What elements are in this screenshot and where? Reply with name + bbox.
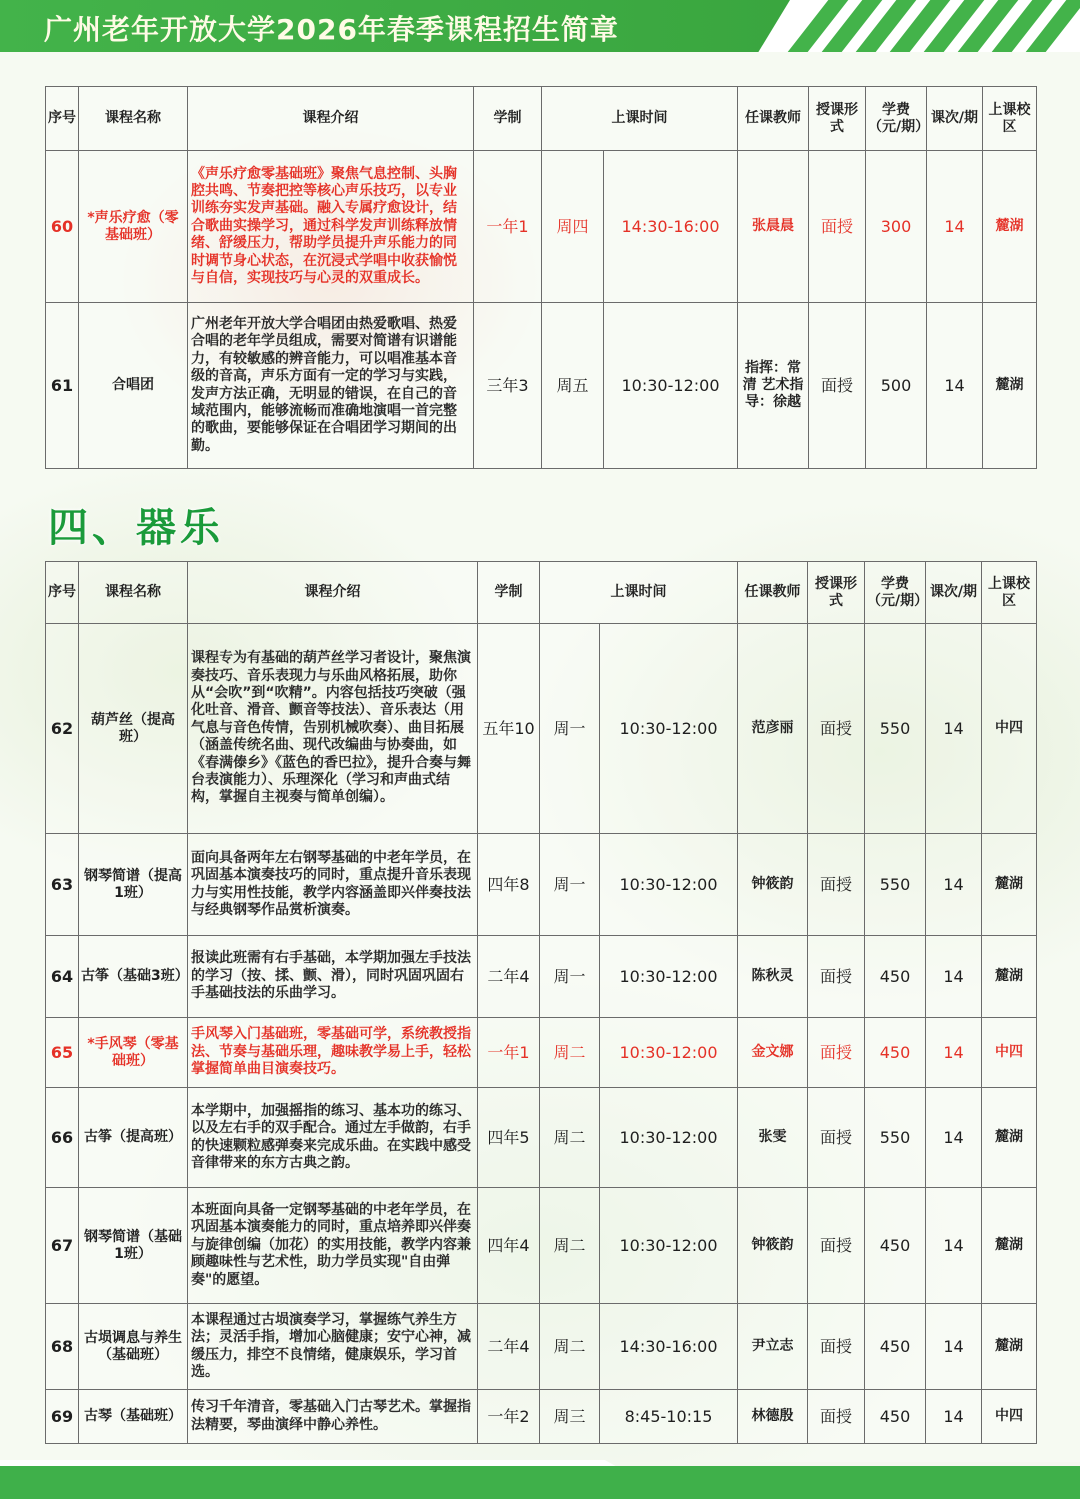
table-header-row [46, 562, 1037, 624]
teacher-name: 钟筱韵 [738, 1188, 808, 1304]
course-name: 钢琴简谱（基础1班） [79, 1188, 188, 1304]
course-description: 本课程通过古埙演奏学习，掌握练气养生方法；灵活手指，增加心脑健康；安宁心神，减缓压力，排空不良情绪，健康娱乐，学习首选。 [188, 1304, 478, 1390]
class-time: 14:30-16:00 [600, 1304, 738, 1390]
class-time: 10:30-12:00 [600, 1188, 738, 1304]
table2-body [46, 624, 1037, 1444]
col-header-campus: 上课校区 [982, 562, 1037, 624]
teaching-mode: 面授 [808, 936, 865, 1018]
class-time: 14:30-16:00 [604, 151, 738, 303]
course-name: 古筝（提高班） [79, 1088, 188, 1188]
col-header-no: 序号 [46, 87, 79, 151]
teacher-name: 张雯 [738, 1088, 808, 1188]
course-number: 67 [46, 1188, 79, 1304]
course-length: 三年3 [474, 303, 542, 469]
tuition-fee: 450 [865, 1390, 926, 1444]
col-header-desc: 课程介绍 [188, 87, 474, 151]
campus-name: 麓湖 [982, 936, 1037, 1018]
table-row [46, 936, 1037, 1018]
class-day: 周五 [542, 303, 604, 469]
course-description: 广州老年开放大学合唱团由热爱歌唱、热爱合唱的老年学员组成，需要对简谱有识谱能力，有较敏感的辨音能力，可以唱准基本音级的音高，声乐方面有一定的学习与实践，发声方法正确，无明显的错误，在自己的音域范围内，能够流畅而准确地演唱一首完整的歌曲，要能够保证在合唱团学习期间的出勤。 [188, 303, 474, 469]
course-name: 古琴（基础班） [79, 1390, 188, 1444]
table-row [46, 1390, 1037, 1444]
table-row [46, 151, 1037, 303]
col-header-teacher: 任课教师 [738, 562, 808, 624]
campus-name: 麓湖 [982, 834, 1037, 936]
table-row [46, 1304, 1037, 1390]
session-count: 14 [927, 303, 983, 469]
teacher-name: 陈秋灵 [738, 936, 808, 1018]
col-header-time: 上课时间 [542, 87, 738, 151]
teaching-mode: 面授 [808, 1188, 865, 1304]
course-length: 二年4 [478, 936, 540, 1018]
class-day: 周二 [540, 1088, 600, 1188]
class-day: 周二 [540, 1188, 600, 1304]
course-name: *声乐疗愈（零基础班） [79, 151, 188, 303]
course-description: 本学期中，加强摇指的练习、基本功的练习、以及左右手的双手配合。通过左手做韵，右手的快速颗粒感弹奏来完成乐曲。在实践中感受音律带来的东方古典之韵。 [188, 1088, 478, 1188]
page-title: 广州老年开放大学2026年春季课程招生简章 [44, 13, 619, 46]
class-time: 10:30-12:00 [600, 1088, 738, 1188]
col-header-fee: 学费（元/期） [866, 87, 927, 151]
tuition-fee: 450 [865, 1018, 926, 1088]
col-header-campus: 上课校区 [983, 87, 1037, 151]
col-header-name: 课程名称 [79, 87, 188, 151]
teacher-name: 尹立志 [738, 1304, 808, 1390]
teacher-name: 钟筱韵 [738, 834, 808, 936]
course-description: 《声乐疗愈零基础班》聚焦气息控制、头胸腔共鸣、节奏把控等核心声乐技巧，以专业训练夯实发声基础。融入专属疗愈设计，结合歌曲实操学习，通过科学发声训练释放情绪、舒缓压力，帮助学员提升声乐能力的同时调节身心状态，在沉浸式学唱中收获愉悦与自信，实现技巧与心灵的双重成长。 [188, 151, 474, 303]
col-header-time: 上课时间 [540, 562, 738, 624]
session-count: 14 [926, 834, 982, 936]
course-name: 葫芦丝（提高班） [79, 624, 188, 834]
session-count: 14 [926, 1188, 982, 1304]
table-row [46, 834, 1037, 936]
campus-name: 中四 [982, 1390, 1037, 1444]
course-length: 四年5 [478, 1088, 540, 1188]
campus-name: 麓湖 [982, 1088, 1037, 1188]
course-description: 传习千年清音，零基础入门古琴艺术。掌握指法精要，琴曲演绎中静心养性。 [188, 1390, 478, 1444]
course-number: 61 [46, 303, 79, 469]
campus-name: 中四 [982, 1018, 1037, 1088]
col-header-length: 学制 [474, 87, 542, 151]
teaching-mode: 面授 [808, 1018, 865, 1088]
course-name: 钢琴简谱（提高1班） [79, 834, 188, 936]
col-header-mode: 授课形式 [809, 87, 866, 151]
course-number: 64 [46, 936, 79, 1018]
tuition-fee: 500 [866, 303, 927, 469]
course-number: 60 [46, 151, 79, 303]
teacher-name: 范彦丽 [738, 624, 808, 834]
teaching-mode: 面授 [808, 834, 865, 936]
course-length: 一年2 [478, 1390, 540, 1444]
col-header-sessions: 课次/期 [926, 562, 982, 624]
session-count: 14 [926, 1304, 982, 1390]
teacher-name: 金文娜 [738, 1018, 808, 1088]
class-day: 周一 [540, 936, 600, 1018]
course-table-vocal [45, 86, 1037, 469]
col-header-desc: 课程介绍 [188, 562, 478, 624]
session-count: 14 [926, 1088, 982, 1188]
course-length: 一年1 [478, 1018, 540, 1088]
col-header-teacher: 任课教师 [738, 87, 809, 151]
col-header-name: 课程名称 [79, 562, 188, 624]
class-time: 10:30-12:00 [600, 624, 738, 834]
course-length: 二年4 [478, 1304, 540, 1390]
campus-name: 麓湖 [983, 151, 1037, 303]
class-day: 周二 [540, 1018, 600, 1088]
col-header-length: 学制 [478, 562, 540, 624]
course-description: 报读此班需有右手基础，本学期加强左手技法的学习（按、揉、颤、滑），同时巩固巩固右手基础技法的乐曲学习。 [188, 936, 478, 1018]
course-number: 68 [46, 1304, 79, 1390]
tuition-fee: 450 [865, 1188, 926, 1304]
course-description: 本班面向具备一定钢琴基础的中老年学员，在巩固基本演奏能力的同时，重点培养即兴伴奏与旋律创编（加花）的实用技能，教学内容兼顾趣味性与艺术性，助力学员实现"自由弹奏"的愿望。 [188, 1188, 478, 1304]
course-length: 五年10 [478, 624, 540, 834]
course-name: 古筝（基础3班） [79, 936, 188, 1018]
class-time: 10:30-12:00 [600, 834, 738, 936]
teaching-mode: 面授 [808, 1088, 865, 1188]
class-time: 8:45-10:15 [600, 1390, 738, 1444]
course-length: 四年8 [478, 834, 540, 936]
session-count: 14 [926, 1390, 982, 1444]
table-row [46, 1018, 1037, 1088]
course-number: 62 [46, 624, 79, 834]
teaching-mode: 面授 [809, 151, 866, 303]
course-length: 四年4 [478, 1188, 540, 1304]
campus-name: 麓湖 [983, 303, 1037, 469]
tuition-fee: 300 [866, 151, 927, 303]
tuition-fee: 550 [865, 624, 926, 834]
teaching-mode: 面授 [808, 1390, 865, 1444]
campus-name: 麓湖 [982, 1188, 1037, 1304]
page-header [0, 0, 1080, 52]
course-number: 63 [46, 834, 79, 936]
course-description: 手风琴入门基础班，零基础可学，系统教授指法、节奏与基础乐理，趣味教学易上手，轻松掌握简单曲目演奏技巧。 [188, 1018, 478, 1088]
class-time: 10:30-12:00 [600, 936, 738, 1018]
col-header-no: 序号 [46, 562, 79, 624]
teacher-name: 指挥：常清 艺术指导：徐越 [738, 303, 809, 469]
course-name: 合唱团 [79, 303, 188, 469]
course-name: *手风琴（零基础班） [79, 1018, 188, 1088]
teaching-mode: 面授 [809, 303, 866, 469]
header-stripes [780, 0, 1080, 52]
tuition-fee: 550 [865, 834, 926, 936]
page-footer-band [0, 1466, 1080, 1499]
course-description: 课程专为有基础的葫芦丝学习者设计，聚焦演奏技巧、音乐表现力与乐曲风格拓展，助你从“会吹”到“吹精”。内容包括技巧突破（强化吐音、滑音、颤音等技法）、音乐表达（用气息与音色传情，告别机械吹奏）、曲目拓展（涵盖传统名曲、现代改编曲与协奏曲，如《春满傣乡》《蓝色的香巴拉》，提升合奏与舞台表演能力）、乐理深化（学习和声曲式结构，掌握自主视奏与简单创编）。 [188, 624, 478, 834]
teaching-mode: 面授 [808, 1304, 865, 1390]
session-count: 14 [926, 936, 982, 1018]
class-day: 周一 [540, 834, 600, 936]
table-row [46, 303, 1037, 469]
campus-name: 麓湖 [982, 1304, 1037, 1390]
table-header-row [46, 87, 1037, 151]
teaching-mode: 面授 [808, 624, 865, 834]
session-count: 14 [926, 1018, 982, 1088]
course-number: 65 [46, 1018, 79, 1088]
tuition-fee: 550 [865, 1088, 926, 1188]
teacher-name: 张晨晨 [738, 151, 809, 303]
course-length: 一年1 [474, 151, 542, 303]
class-time: 10:30-12:00 [604, 303, 738, 469]
campus-name: 中四 [982, 624, 1037, 834]
session-count: 14 [926, 624, 982, 834]
table-row [46, 1188, 1037, 1304]
table-row [46, 624, 1037, 834]
col-header-sessions: 课次/期 [927, 87, 983, 151]
course-name: 古埙调息与养生（基础班） [79, 1304, 188, 1390]
tuition-fee: 450 [865, 1304, 926, 1390]
class-day: 周三 [540, 1390, 600, 1444]
tuition-fee: 450 [865, 936, 926, 1018]
course-description: 面向具备两年左右钢琴基础的中老年学员，在巩固基本演奏技巧的同时，重点提升音乐表现力与实用性技能，教学内容涵盖即兴伴奏技法与经典钢琴作品赏析演奏。 [188, 834, 478, 936]
col-header-mode: 授课形式 [808, 562, 865, 624]
course-number: 69 [46, 1390, 79, 1444]
table1-body [46, 151, 1037, 469]
section-title-instruments: 四、器乐 [48, 505, 224, 551]
class-time: 10:30-12:00 [600, 1018, 738, 1088]
course-number: 66 [46, 1088, 79, 1188]
table-row [46, 1088, 1037, 1188]
course-table-instruments [45, 561, 1037, 1444]
class-day: 周四 [542, 151, 604, 303]
col-header-fee: 学费（元/期） [865, 562, 926, 624]
class-day: 周二 [540, 1304, 600, 1390]
class-day: 周一 [540, 624, 600, 834]
session-count: 14 [927, 151, 983, 303]
teacher-name: 林德殷 [738, 1390, 808, 1444]
